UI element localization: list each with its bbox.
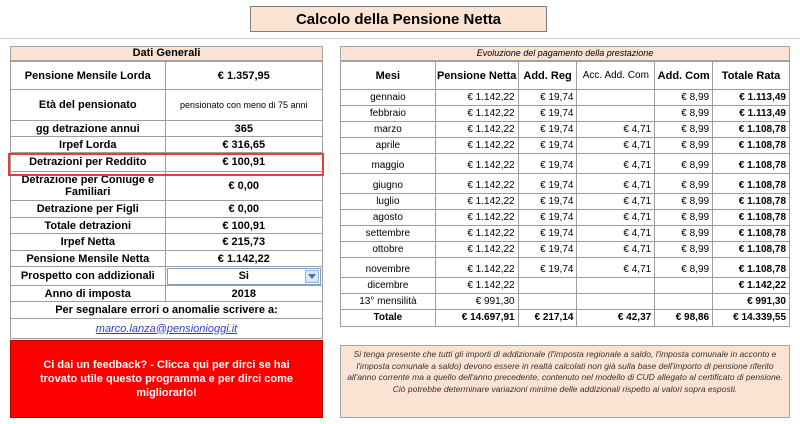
email-cell <box>11 319 323 339</box>
table-cell <box>518 278 577 294</box>
disclaimer-note: Si tenga presente che tutti gli importi di addizionale (l'imposta regionale a saldo, l'imposta comunale in acconto e l'imposta comunale a saldo) devono essere in realtà calcolati non già sulla base dell'importo di pensione riferito all'anno corrente ma a quello dell'anno precedente, contenuto nel modello di CUD allegato al certificato di pensione. Ciò potrebbe determinare variazioni minime delle addizionali rispetto ai valori sopra esposti. <box>340 345 790 418</box>
table-cell: € 4,71 <box>577 210 655 226</box>
table-cell: € 1.142,22 <box>435 278 518 294</box>
table-cell: € 19,74 <box>518 210 577 226</box>
table-cell: € 1.142,22 <box>435 258 518 278</box>
table-cell: settembre <box>341 226 436 242</box>
table-cell: € 1.142,22 <box>435 122 518 138</box>
table-cell: febbraio <box>341 106 436 122</box>
table-row <box>341 122 790 138</box>
table-cell <box>577 90 655 106</box>
col-add-com: Add. Com <box>655 62 713 90</box>
table-row <box>341 174 790 194</box>
table-header-row <box>341 62 790 90</box>
table-cell: € 1.142,22 <box>713 278 790 294</box>
table-cell: € 1.113,49 <box>713 90 790 106</box>
table-cell: € 19,74 <box>518 258 577 278</box>
table-cell: maggio <box>341 154 436 174</box>
table-cell: € 19,74 <box>518 90 577 106</box>
label-eta: Età del pensionato <box>11 90 166 121</box>
report-text: Per segnalare errori o anomalie scrivere a: <box>11 302 323 319</box>
select-box[interactable] <box>167 268 321 285</box>
table-cell <box>577 294 655 310</box>
value-irpef-lorda: € 316,65 <box>165 137 322 153</box>
general-data-header: Dati Generali <box>10 46 323 61</box>
value-detrazioni-reddito: € 100,91 <box>165 153 322 172</box>
table-cell: € 1.142,22 <box>435 174 518 194</box>
table-cell: aprile <box>341 138 436 154</box>
table-row <box>341 210 790 226</box>
table-cell: € 19,74 <box>518 174 577 194</box>
table-cell <box>518 294 577 310</box>
table-cell: € 8,99 <box>655 106 713 122</box>
table-cell: € 4,71 <box>577 194 655 210</box>
table-cell: € 991,30 <box>713 294 790 310</box>
table-cell: € 8,99 <box>655 138 713 154</box>
table-cell: € 4,71 <box>577 154 655 174</box>
table-row <box>341 90 790 106</box>
table-cell: € 1.108,78 <box>713 194 790 210</box>
table-cell: € 8,99 <box>655 258 713 278</box>
table-cell: dicembre <box>341 278 436 294</box>
divider <box>0 38 800 39</box>
table-cell: € 19,74 <box>518 226 577 242</box>
feedback-button[interactable] <box>10 340 323 418</box>
row-irpef-lorda <box>11 137 323 153</box>
table-cell: € 19,74 <box>518 154 577 174</box>
row-detrazioni-reddito <box>11 153 323 172</box>
table-cell: € 8,99 <box>655 90 713 106</box>
col-mesi: Mesi <box>341 62 436 90</box>
email-link[interactable]: marco.lanza@pensionioggi.it <box>95 322 238 335</box>
table-row <box>341 154 790 174</box>
row-detrazione-figli <box>11 201 323 218</box>
table-cell: ottobre <box>341 242 436 258</box>
table-cell: gennaio <box>341 90 436 106</box>
payments-body <box>341 90 790 327</box>
row-totale-detrazioni <box>11 218 323 234</box>
table-cell: € 4,71 <box>577 122 655 138</box>
table-cell: € 8,99 <box>655 242 713 258</box>
page-title-text: Calcolo della Pensione Netta <box>295 10 502 28</box>
row-gg-detrazione <box>11 121 323 137</box>
table-cell: luglio <box>341 194 436 210</box>
table-cell: € 1.108,78 <box>713 122 790 138</box>
table-row <box>341 226 790 242</box>
table-row <box>341 242 790 258</box>
value-anno-imposta[interactable]: 2018 <box>165 286 322 302</box>
row-prospetto-addizionali <box>11 267 323 286</box>
value-detrazione-coniuge: € 0,00 <box>165 172 322 201</box>
table-cell: € 1.142,22 <box>435 226 518 242</box>
value-irpef-netta: € 215,73 <box>165 234 322 251</box>
table-cell: € 19,74 <box>518 122 577 138</box>
row-pensione-netta <box>11 251 323 267</box>
value-gg-detrazione[interactable]: 365 <box>165 121 322 137</box>
table-row <box>341 294 790 310</box>
table-cell: € 8,99 <box>655 174 713 194</box>
feedback-text: Ci dai un feedback? - Clicca qui per dirci se hai trovato utile questo programma e per dirci come migliorarlo! <box>39 359 294 399</box>
table-cell: € 1.142,22 <box>435 242 518 258</box>
label-detrazioni-reddito: Detrazioni per Reddito <box>11 153 166 172</box>
table-cell: € 1.142,22 <box>435 154 518 174</box>
value-pensione-netta: € 1.142,22 <box>165 251 322 267</box>
row-email <box>11 319 323 339</box>
table-cell <box>655 278 713 294</box>
general-data-table <box>10 61 323 339</box>
label-anno-imposta: Anno di imposta <box>11 286 166 302</box>
table-cell: € 19,74 <box>518 194 577 210</box>
value-pensione-lorda[interactable]: € 1.357,95 <box>165 62 322 90</box>
label-detrazione-coniuge: Detrazione per Coniuge e Familiari <box>11 172 166 201</box>
table-cell: € 1.142,22 <box>435 90 518 106</box>
table-cell: € 19,74 <box>518 138 577 154</box>
table-cell <box>577 106 655 122</box>
table-cell: novembre <box>341 258 436 278</box>
total-row <box>341 310 790 327</box>
table-cell <box>577 278 655 294</box>
label-irpef-lorda: Irpef Lorda <box>11 137 166 153</box>
label-pensione-lorda: Pensione Mensile Lorda <box>11 62 166 90</box>
value-eta[interactable]: pensionato con meno di 75 anni <box>165 90 322 121</box>
table-cell: € 19,74 <box>518 106 577 122</box>
table-cell: € 1.108,78 <box>713 138 790 154</box>
total-cell: € 14.697,91 <box>435 310 518 327</box>
row-eta <box>11 90 323 121</box>
row-report-text <box>11 302 323 319</box>
table-cell: € 4,71 <box>577 226 655 242</box>
table-cell: € 19,74 <box>518 242 577 258</box>
label-gg-detrazione: gg detrazione annui <box>11 121 166 137</box>
table-cell: € 1.142,22 <box>435 138 518 154</box>
table-cell: € 1.142,22 <box>435 106 518 122</box>
col-totale-rata: Totale Rata <box>713 62 790 90</box>
table-cell: € 8,99 <box>655 154 713 174</box>
label-totale-detrazioni: Totale detrazioni <box>11 218 166 234</box>
row-anno-imposta <box>11 286 323 302</box>
label-pensione-netta: Pensione Mensile Netta <box>11 251 166 267</box>
label-detrazione-figli: Detrazione per Figli <box>11 201 166 218</box>
table-cell: € 991,30 <box>435 294 518 310</box>
table-cell: € 1.142,22 <box>435 210 518 226</box>
col-add-reg: Add. Reg <box>518 62 577 90</box>
table-cell: € 8,99 <box>655 226 713 242</box>
chevron-down-icon[interactable] <box>305 270 319 283</box>
prospetto-addizionali-select[interactable] <box>165 267 322 286</box>
table-cell: € 1.108,78 <box>713 258 790 278</box>
table-cell: € 1.108,78 <box>713 242 790 258</box>
table-cell: € 1.142,22 <box>435 194 518 210</box>
col-pensione-netta: Pensione Netta <box>435 62 518 90</box>
table-cell: € 1.108,78 <box>713 174 790 194</box>
label-prospetto-addizionali: Prospetto con addizionali <box>11 267 166 286</box>
page-title <box>250 6 547 32</box>
evolution-header: Evoluzione del pagamento della prestazione <box>340 46 790 61</box>
table-cell <box>655 294 713 310</box>
table-row <box>341 106 790 122</box>
total-cell: € 42,37 <box>577 310 655 327</box>
row-pensione-lorda <box>11 62 323 90</box>
table-cell: 13° mensilità <box>341 294 436 310</box>
table-cell: € 1.108,78 <box>713 154 790 174</box>
table-cell: marzo <box>341 122 436 138</box>
table-cell: € 1.113,49 <box>713 106 790 122</box>
table-cell: € 1.108,78 <box>713 226 790 242</box>
table-cell: € 8,99 <box>655 194 713 210</box>
value-totale-detrazioni: € 100,91 <box>165 218 322 234</box>
table-row <box>341 278 790 294</box>
table-cell: giugno <box>341 174 436 194</box>
table-row <box>341 258 790 278</box>
row-detrazione-coniuge <box>11 172 323 201</box>
total-cell: Totale <box>341 310 436 327</box>
table-row <box>341 138 790 154</box>
total-cell: € 14.339,55 <box>713 310 790 327</box>
select-value: Si <box>238 270 249 282</box>
total-cell: € 217,14 <box>518 310 577 327</box>
table-cell: € 4,71 <box>577 242 655 258</box>
table-cell: agosto <box>341 210 436 226</box>
value-detrazione-figli: € 0,00 <box>165 201 322 218</box>
table-cell: € 8,99 <box>655 210 713 226</box>
table-cell: € 4,71 <box>577 138 655 154</box>
table-cell: € 1.108,78 <box>713 210 790 226</box>
table-row <box>341 194 790 210</box>
table-cell: € 4,71 <box>577 258 655 278</box>
payments-table <box>340 61 790 327</box>
col-acc-add-com: Acc. Add. Com <box>577 62 655 90</box>
label-irpef-netta: Irpef Netta <box>11 234 166 251</box>
row-irpef-netta <box>11 234 323 251</box>
total-cell: € 98,86 <box>655 310 713 327</box>
table-cell: € 8,99 <box>655 122 713 138</box>
table-cell: € 4,71 <box>577 174 655 194</box>
